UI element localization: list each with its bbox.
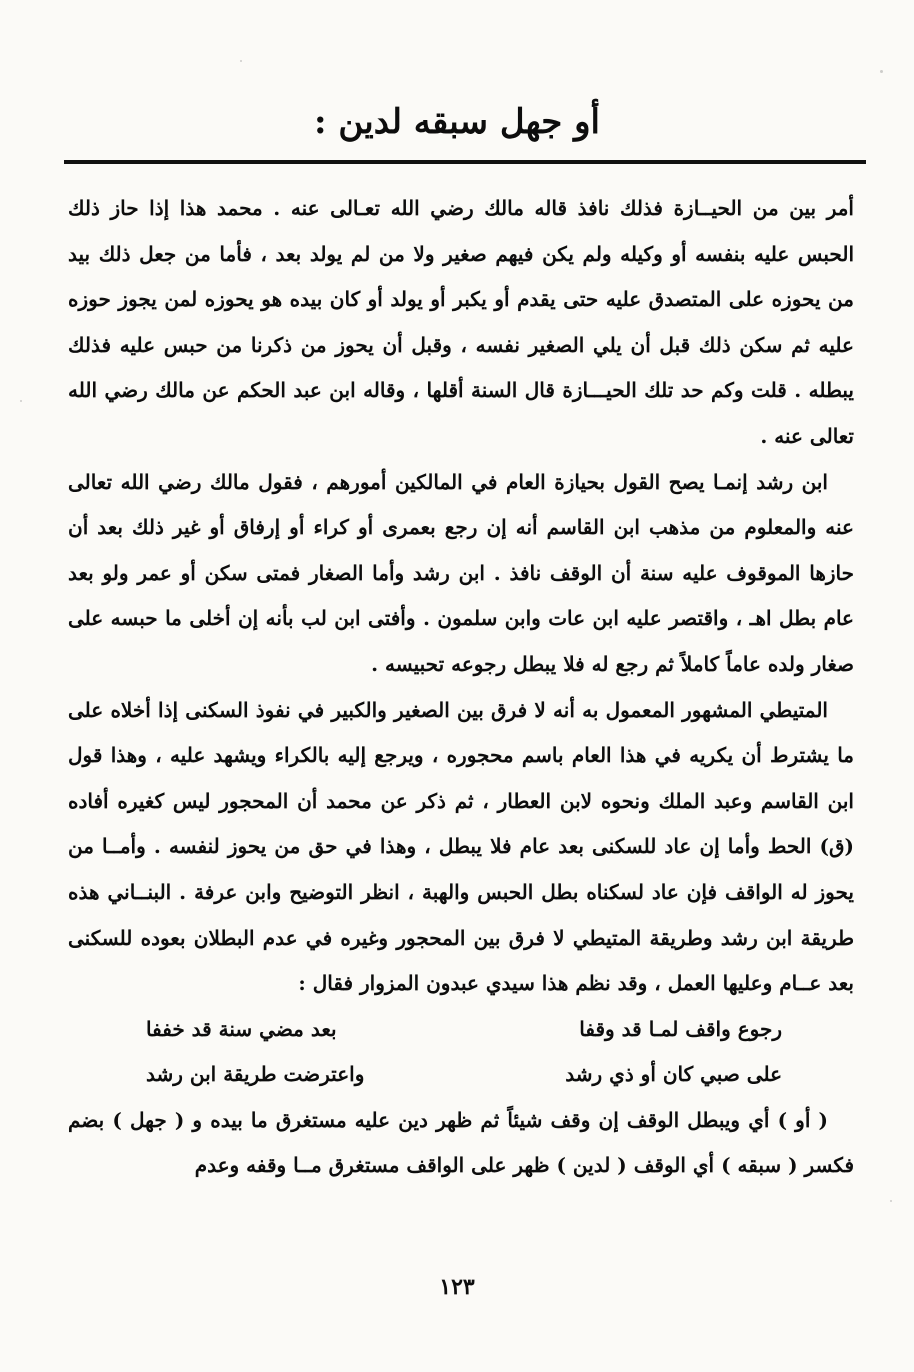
paragraph-2: ابن رشد إنمـا يصح القول بحيازة العام في المالكين أمورهم ، فقول مالك رضي الله تعالى عنه والمعلوم من مذهب ابن القاسم أنه إن رجع بعمرى أو كراء أو إرفاق أو غير ذلك بعد أن حازها الموقوف عليه سنة أن الوقف نافذ . ابن رشد وأما الصغار فمتى سكن أو عمر ولو بعد عام بطل اهـ ، واقتصر عليه ابن عات وابن سلمون . وأفتى ابن لب بأنه إن أخلى ما حبسه على صغار ولده عاماً كاملاً ثم رجع له فلا يبطل رجوعه تحبيسه . (68, 469, 854, 676)
scan-speck (20, 400, 22, 402)
scan-speck (880, 70, 883, 73)
header-rule (64, 160, 866, 164)
commentary-paragraph: ( أو ) أي ويبطل الوقف إن وقف شيئاً ثم ظهر دين عليه مستغرق ما بيده و ( جهل ) بضم فكسر ( سبقه ) أي الوقف ( لدين ) ظهر على الواقف مستغرق مــا وقفه وعدم (68, 1107, 854, 1178)
page-header-title: أو جهل سبقه لدين : (314, 102, 600, 142)
paragraph-3: المتيطي المشهور المعمول به أنه لا فرق بين الصغير والكبير في نفوذ السكنى إذا أخلاه على ما يشترط أن يكريه في هذا العام باسم محجوره ، ويرجع إليه بالكراء ويشهد عليه ، وهذا قول ابن القاسم وعبد الملك ونحوه لابن العطار ، ثم ذكر عن محمد أن المحجور ليس كغيره أفاده (ق) الحط وأما إن عاد للسكنى بعد عام فلا يبطل ، وهذا في حق من يحوز لنفسه . وأمــا من يحوز له الواقف فإن عاد لسكناه بطل الحبس والهبة ، انظر التوضيح وابن عرفة . البنــاني هذه طريقة ابن رشد وطريقة المتيطي لا فرق بين المحجور وغيره في عدم البطلان بعوده للسكنى بعد عــام وعليها العمل ، وقد نظم هذا سيدي عبدون المزوار فقال : (68, 697, 854, 996)
page-number: ١٢٣ (439, 1274, 475, 1300)
verse-2-second-hemistich: واعترضت طريقة ابن رشد (146, 1062, 365, 1087)
scan-speck (890, 1200, 892, 1202)
verse-2-first-hemistich: على صبي كان أو ذي رشد (565, 1062, 782, 1087)
verse-1-second-hemistich: بعد مضي سنة قد خففا (146, 1016, 337, 1041)
verse-line-2 (68, 1052, 854, 1098)
scan-speck (240, 60, 242, 62)
verse-1-first-hemistich: رجوع واقف لمـا قد وقفا (579, 1016, 782, 1041)
paragraph-1: أمر بين من الحيــازة فذلك نافذ قاله مالك رضي الله تعـالى عنه . محمد هذا إذا حاز ذلك الحبس عليه بنفسه أو وكيله ولم يكن فيهم صغير ولا من لم يولد بعد ، فأما من جعل ذلك بيد من يحوزه على المتصدق عليه حتى يقدم أو يكبر أو يولد أو كان بيده هو يحوزه لمن يجوز حوزه عليه ثم سكن ذلك قبل أن يلي الصغير نفسه ، وقبل أن يحوز من ذكرنا من حبس عليه فذلك يبطله . قلت وكم حد تلك الحيـــازة قال السنة أقلها ، وقاله ابن عبد الحكم عن مالك رضي الله تعالى عنه . (68, 196, 854, 448)
verse-line-1 (68, 1007, 854, 1053)
main-text (68, 186, 854, 1189)
